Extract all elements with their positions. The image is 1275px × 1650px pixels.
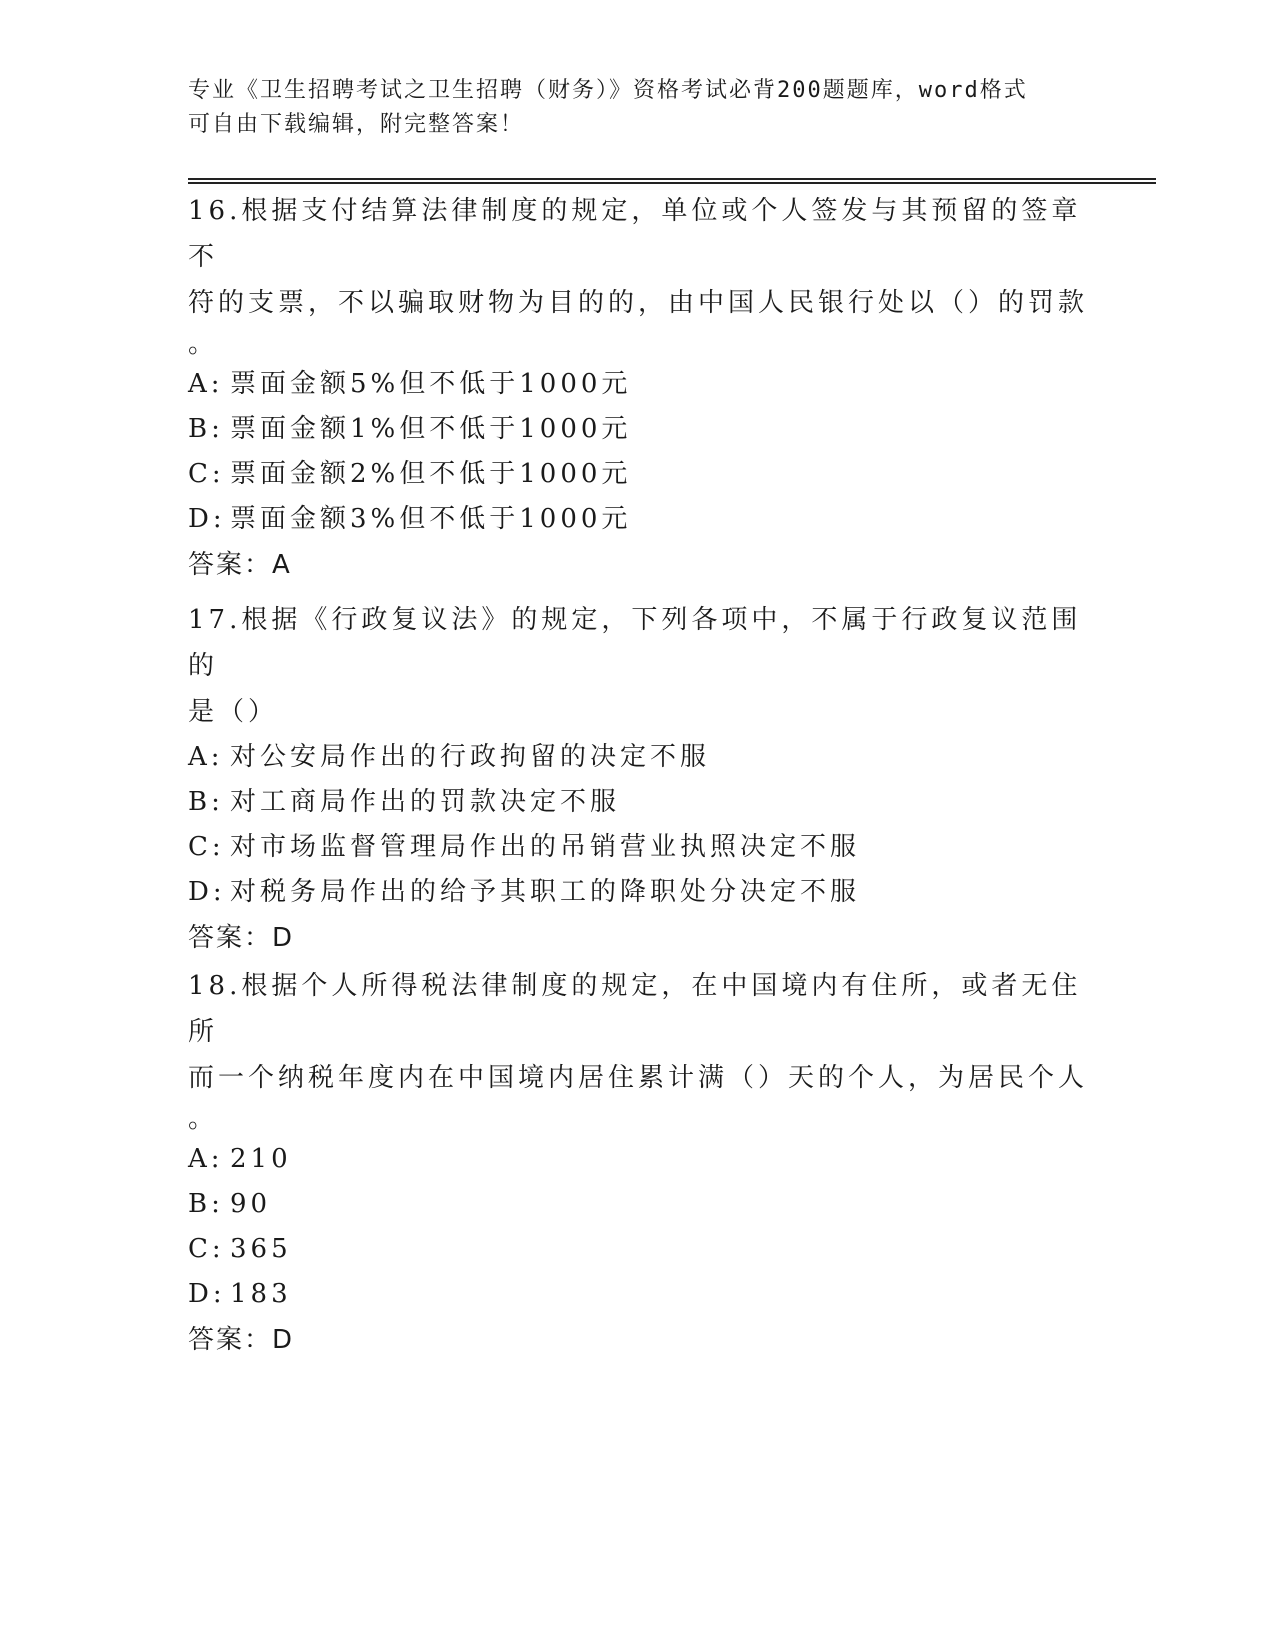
option-c [188,452,1088,497]
question-17 [188,597,1088,961]
option-text: 对公安局作出的行政拘留的决定不服 [230,742,711,772]
header-divider [188,178,1156,184]
question-stem: 而一个纳税年度内在中国境内居住累计满（）天的个人，为居民个人 [188,1063,1089,1093]
option-letter: A: [188,742,224,772]
option-letter: A: [188,1144,224,1174]
option-a [188,1137,1088,1182]
option-text: 对工商局作出的罚款决定不服 [230,787,621,817]
option-text: 365 [230,1234,292,1264]
option-letter: B: [188,787,224,817]
option-text: 90 [230,1189,272,1219]
answer-label: 答案：D [188,1325,295,1355]
question-stem: 16.根据支付结算法律制度的规定，单位或个人签发与其预留的签章不 [188,196,1082,272]
option-b [188,407,1088,452]
question-16 [188,188,1088,588]
option-text: 对税务局作出的给予其职工的降职处分决定不服 [230,877,861,907]
question-stem: 符的支票，不以骗取财物为目的的，由中国人民银行处以（）的罚款 [188,288,1089,318]
option-text: 票面金额1%但不低于1000元 [230,414,632,444]
header-line-2: 可自由下载编辑，附完整答案！ [188,112,525,137]
question-18 [188,963,1088,1363]
option-letter: A: [188,369,224,399]
option-letter: B: [188,1189,224,1219]
option-letter: D: [188,877,226,907]
option-letter: D: [188,1279,226,1309]
question-stem: 是（） [188,697,279,727]
option-c [188,1227,1088,1272]
option-text: 210 [230,1144,292,1174]
option-text: 票面金额3%但不低于1000元 [230,504,632,534]
option-letter: C: [188,459,225,489]
option-letter: D: [188,504,226,534]
option-a [188,362,1088,407]
question-stem: 18.根据个人所得税法律制度的规定，在中国境内有住所，或者无住所 [188,971,1082,1047]
option-d [188,497,1088,542]
option-c [188,825,1088,870]
option-d [188,1272,1088,1317]
option-letter: C: [188,1234,225,1264]
option-a [188,735,1088,780]
answer-label: 答案：D [188,923,295,953]
question-stem: 17.根据《行政复议法》的规定，下列各项中，不属于行政复议范围的 [188,605,1082,681]
header-line-1: 专业《卫生招聘考试之卫生招聘（财务）》资格考试必背200题题库，word格式 [188,78,1028,103]
option-text: 183 [230,1279,292,1309]
option-b [188,780,1088,825]
option-text: 对市场监督管理局作出的吊销营业执照决定不服 [230,832,861,862]
option-d [188,870,1088,915]
option-letter: C: [188,832,225,862]
option-b [188,1182,1088,1227]
answer-label: 答案：A [188,550,292,580]
option-text: 票面金额5%但不低于1000元 [230,369,632,399]
option-letter: B: [188,414,224,444]
document-header [188,74,1088,142]
option-text: 票面金额2%但不低于1000元 [230,459,632,489]
question-stem: 。 [188,1104,215,1134]
question-stem: 。 [188,329,215,359]
